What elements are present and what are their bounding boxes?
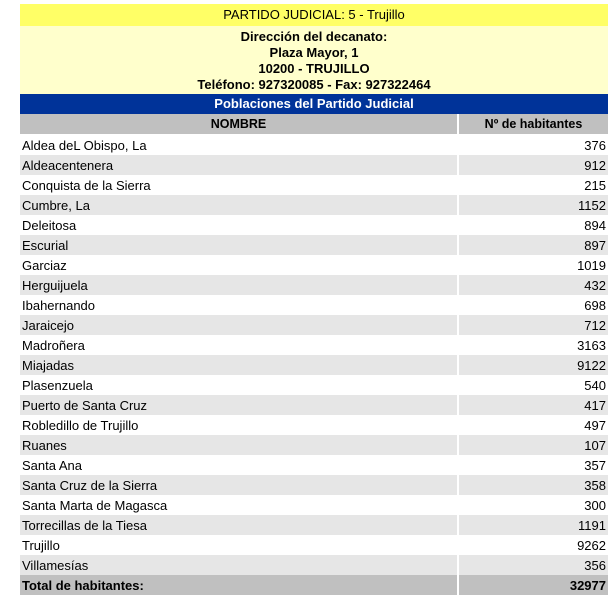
table-row — [20, 335, 608, 355]
poblacion-name: Santa Cruz de la Sierra — [20, 475, 458, 495]
poblacion-habitantes: 358 — [458, 475, 608, 495]
decanato-address — [20, 26, 608, 94]
poblacion-habitantes: 912 — [458, 155, 608, 175]
total-row — [20, 575, 608, 595]
poblacion-habitantes: 432 — [458, 275, 608, 295]
poblacion-name: Villamesías — [20, 555, 458, 575]
poblacion-habitantes: 1191 — [458, 515, 608, 535]
table-row — [20, 275, 608, 295]
table-row — [20, 495, 608, 515]
table-row — [20, 395, 608, 415]
table-row — [20, 415, 608, 435]
poblacion-name: Trujillo — [20, 535, 458, 555]
column-header-nombre: NOMBRE — [20, 114, 458, 135]
poblacion-name: Miajadas — [20, 355, 458, 375]
poblacion-habitantes: 300 — [458, 495, 608, 515]
poblacion-name: Torrecillas de la Tiesa — [20, 515, 458, 535]
poblacion-name: Madroñera — [20, 335, 458, 355]
table-row — [20, 455, 608, 475]
poblacion-habitantes: 357 — [458, 455, 608, 475]
poblacion-habitantes: 540 — [458, 375, 608, 395]
table-row — [20, 195, 608, 215]
poblacion-habitantes: 1152 — [458, 195, 608, 215]
poblacion-habitantes: 107 — [458, 435, 608, 455]
poblacion-name: Escurial — [20, 235, 458, 255]
poblacion-name: Ibahernando — [20, 295, 458, 315]
poblacion-name: Santa Ana — [20, 455, 458, 475]
address-line-street: Plaza Mayor, 1 — [269, 45, 359, 60]
poblaciones-table — [20, 114, 608, 595]
poblacion-habitantes: 9262 — [458, 535, 608, 555]
poblacion-name: Herguijuela — [20, 275, 458, 295]
table-row — [20, 355, 608, 375]
poblacion-name: Santa Marta de Magasca — [20, 495, 458, 515]
total-label: Total de habitantes: — [20, 575, 458, 595]
poblacion-name: Plasenzuela — [20, 375, 458, 395]
table-row — [20, 515, 608, 535]
table-row — [20, 235, 608, 255]
poblacion-habitantes: 897 — [458, 235, 608, 255]
section-title: Poblaciones del Partido Judicial — [20, 94, 608, 114]
poblacion-habitantes: 356 — [458, 555, 608, 575]
poblacion-name: Conquista de la Sierra — [20, 175, 458, 195]
total-value: 32977 — [458, 575, 608, 595]
poblacion-habitantes: 417 — [458, 395, 608, 415]
poblacion-name: Aldea deL Obispo, La — [20, 135, 458, 156]
poblacion-name: Deleitosa — [20, 215, 458, 235]
poblacion-habitantes: 9122 — [458, 355, 608, 375]
poblacion-habitantes: 712 — [458, 315, 608, 335]
table-row — [20, 255, 608, 275]
poblacion-name: Aldeacentenera — [20, 155, 458, 175]
table-row — [20, 315, 608, 335]
address-line-city: 10200 - TRUJILLO — [258, 61, 370, 76]
table-row — [20, 295, 608, 315]
poblacion-name: Puerto de Santa Cruz — [20, 395, 458, 415]
table-header-row — [20, 114, 608, 135]
poblacion-name: Robledillo de Trujillo — [20, 415, 458, 435]
table-row — [20, 175, 608, 195]
poblacion-habitantes: 3163 — [458, 335, 608, 355]
table-row — [20, 375, 608, 395]
table-row — [20, 535, 608, 555]
table-row — [20, 555, 608, 575]
address-line-heading: Dirección del decanato: — [240, 29, 388, 44]
poblacion-habitantes: 1019 — [458, 255, 608, 275]
table-row — [20, 435, 608, 455]
table-row — [20, 155, 608, 175]
poblacion-habitantes: 894 — [458, 215, 608, 235]
poblacion-habitantes: 698 — [458, 295, 608, 315]
table-row — [20, 215, 608, 235]
table-row — [20, 135, 608, 156]
poblacion-name: Cumbre, La — [20, 195, 458, 215]
poblacion-name: Jaraicejo — [20, 315, 458, 335]
column-header-habitantes: Nº de habitantes — [458, 114, 608, 135]
poblacion-habitantes: 376 — [458, 135, 608, 156]
poblacion-name: Garciaz — [20, 255, 458, 275]
poblacion-habitantes: 215 — [458, 175, 608, 195]
poblacion-habitantes: 497 — [458, 415, 608, 435]
address-line-phone: Teléfono: 927320085 - Fax: 927322464 — [197, 77, 431, 92]
partido-title: PARTIDO JUDICIAL: 5 - Trujillo — [20, 4, 608, 26]
table-row — [20, 475, 608, 495]
poblacion-name: Ruanes — [20, 435, 458, 455]
partido-judicial-panel — [20, 4, 608, 595]
